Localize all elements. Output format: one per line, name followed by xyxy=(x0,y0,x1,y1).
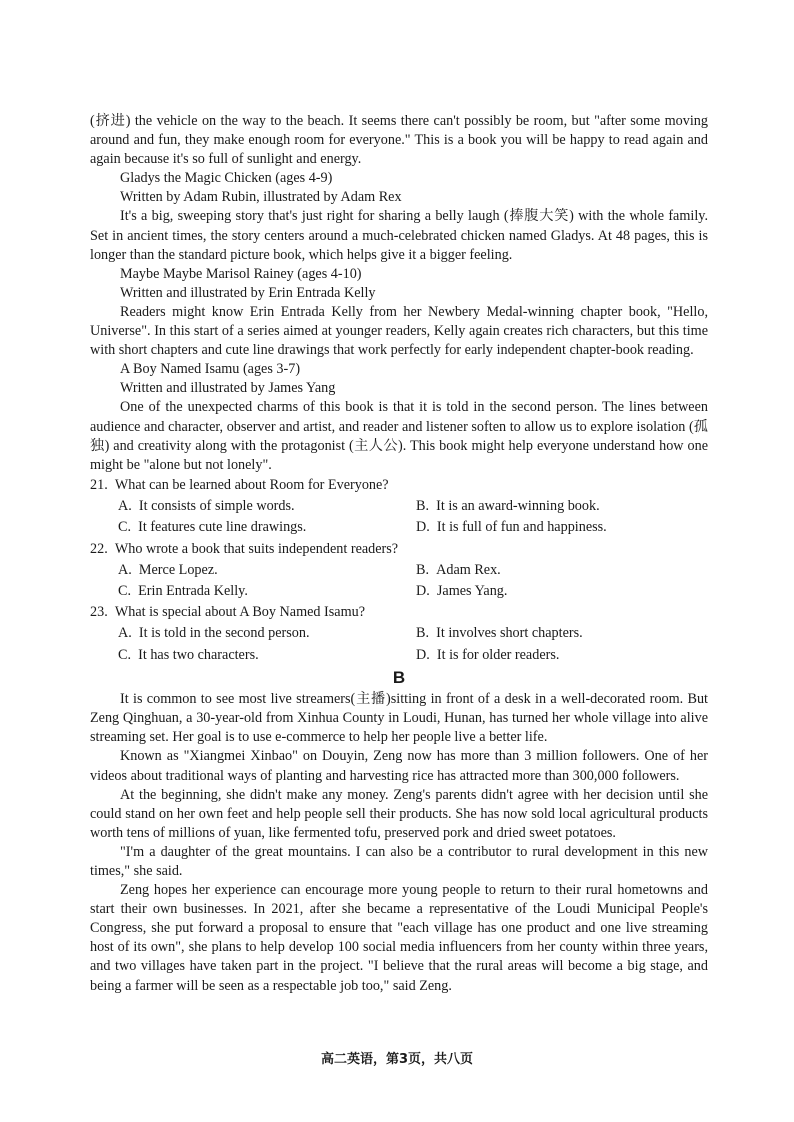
question-stem xyxy=(90,475,708,496)
question-number: 22. xyxy=(90,540,108,557)
continued-paragraph: (挤进) the vehicle on the way to the beach. It seems there can't possibly be room, but "after some moving around and fun, they make enough room for everyone." This is a book you will be happy to read again and again because it's so full of sunlight and energy. xyxy=(90,113,708,168)
passage-paragraph: Zeng hopes her experience can encourage more young people to return to their rural hometowns and start their own businesses. In 2021, after she became a representative of the Loudi Municipal People's Congress, she put forward a proposal to ensure that "each village has one product and one live streaming host of its own", she plans to help develop 100 social media influencers from her county within three years, and two villages have taken part in the project. "I believe that the rural areas will become a big stage, and being a farmer will be seen as a respectable job too," said Zeng. xyxy=(90,882,708,994)
book-entry-marisol xyxy=(90,265,708,360)
book-author: Written and illustrated by James Yang xyxy=(120,380,336,397)
book-entry-gladys xyxy=(90,169,708,264)
option-d[interactable]: D. It is full of fun and happiness. xyxy=(416,519,607,536)
passage-paragraph: Known as "Xiangmei Xinbao" on Douyin, Zeng now has more than 3 million followers. One of her videos about traditional ways of planting and harvesting rice has attracted more than 300,000 followers. xyxy=(90,748,708,784)
book-author: Written by Adam Rubin, illustrated by Adam Rex xyxy=(120,189,402,206)
question-text: Who wrote a book that suits independent readers? xyxy=(114,540,399,557)
page-content xyxy=(90,112,708,996)
question-number: 21. xyxy=(90,476,108,493)
book-entry-isamu xyxy=(90,360,708,475)
book-title: Maybe Maybe Marisol Rainey (ages 4-10) xyxy=(120,265,362,282)
book-title: Gladys the Magic Chicken (ages 4-9) xyxy=(120,170,333,187)
question-stem xyxy=(90,539,708,560)
option-a[interactable]: A. It is told in the second person. xyxy=(118,625,310,642)
option-a[interactable]: A. Merce Lopez. xyxy=(118,561,218,578)
passage-paragraph: At the beginning, she didn't make any money. Zeng's parents didn't agree with her decision until she could stand on her own feet and help people sell their products. She has now sold local agricultural products worth tens of millions of yuan, like fermented tofu, preserved pork and dried sweet potatoes. xyxy=(90,786,708,841)
option-b[interactable]: B. Adam Rex. xyxy=(416,561,501,578)
question-options xyxy=(90,496,708,539)
question-text: What can be learned about Room for Everyone? xyxy=(114,476,389,493)
question-options xyxy=(90,560,708,603)
option-a[interactable]: A. It consists of simple words. xyxy=(118,497,295,514)
question-number: 23. xyxy=(90,604,108,621)
book-description: Readers might know Erin Entrada Kelly from her Newbery Medal-winning chapter book, "Hello, Universe". In this start of a series aimed at younger readers, Kelly again creates rich characters, but this time with short chapters and cute line drawings that work perfectly for early independent chapter-book reading. xyxy=(90,303,708,359)
question-text: What is special about A Boy Named Isamu? xyxy=(114,604,366,621)
passage-paragraph: It is common to see most live streamers(主播)sitting in front of a desk in a well-decorated room. But Zeng Qinghuan, a 30-year-old from Xinhua County in Loudi, Hunan, has turned her whole village into alive streaming set. Her goal is to use e-commerce to help her people live a better life. xyxy=(90,691,708,746)
question-23 xyxy=(90,602,708,666)
book-author: Written and illustrated by Erin Entrada Kelly xyxy=(120,284,376,301)
option-c[interactable]: C. It features cute line drawings. xyxy=(118,519,307,536)
option-b[interactable]: B. It involves short chapters. xyxy=(416,625,583,642)
question-21 xyxy=(90,475,708,539)
page-footer: 高二英语，第3页，共八页 xyxy=(320,1052,474,1067)
passage-b xyxy=(90,690,708,996)
section-heading: B xyxy=(392,668,406,688)
book-description: It's a big, sweeping story that's just right for sharing a belly laugh (捧腹大笑) with the whole family. Set in ancient times, the story centers around a much-celebrated chicken named Gladys. At 48 pages, this is longer than the standard picture book, which helps give it a bigger feeling. xyxy=(90,208,708,263)
option-c[interactable]: C. Erin Entrada Kelly. xyxy=(118,582,248,599)
book-description: One of the unexpected charms of this book is that it is told in the second person. The lines between audience and character, observer and artist, and reader and listener soften to allow us to explore isolation (孤独) and creativity along with the protagonist (主人公). This book might help everyone understand how one might be "alone but not lonely". xyxy=(90,399,708,473)
option-c[interactable]: C. It has two characters. xyxy=(118,646,259,663)
book-title: A Boy Named Isamu (ages 3-7) xyxy=(120,361,301,378)
option-b[interactable]: B. It is an award-winning book. xyxy=(416,497,600,514)
question-stem xyxy=(90,602,708,623)
question-22 xyxy=(90,539,708,603)
option-d[interactable]: D. James Yang. xyxy=(416,582,508,599)
passage-paragraph: "I'm a daughter of the great mountains. I can also be a contributor to rural development in this new times," she said. xyxy=(90,843,708,879)
question-options xyxy=(90,623,708,666)
option-d[interactable]: D. It is for older readers. xyxy=(416,646,560,663)
